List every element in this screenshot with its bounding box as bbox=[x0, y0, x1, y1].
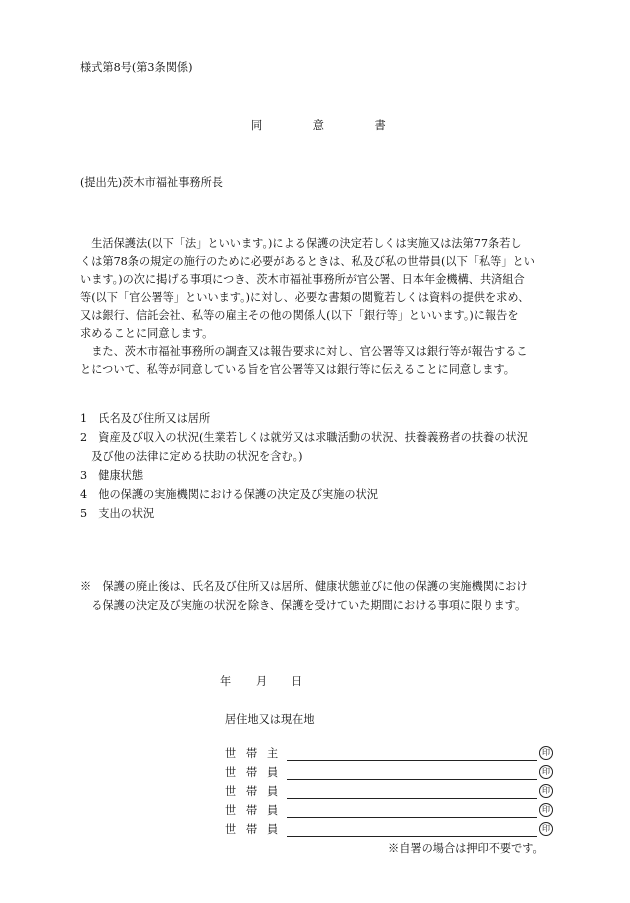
label-char: 帯 bbox=[246, 804, 258, 817]
signature-row-member bbox=[225, 764, 553, 782]
paragraph1-line: います。)の次に掲げる事項につき、茨木市福祉事務所が官公署、日本年金機構、共済組合 bbox=[80, 273, 525, 286]
signature-line[interactable] bbox=[287, 798, 537, 799]
note-line: ※ 保護の廃止後は、氏名及び住所又は居所、健康状態並びに他の保護の実施機関におけ bbox=[80, 580, 528, 593]
list-item: 4 他の保護の実施機関における保護の決定及び実施の状況 bbox=[80, 488, 378, 501]
title-char-3: 書 bbox=[374, 119, 386, 132]
label-char: 世 bbox=[225, 785, 237, 798]
signature-line[interactable] bbox=[287, 836, 537, 837]
signature-label bbox=[225, 821, 288, 837]
label-char: 帯 bbox=[246, 785, 258, 798]
title-char-2: 意 bbox=[312, 119, 324, 132]
label-char: 世 bbox=[225, 823, 237, 836]
label-char: 員 bbox=[267, 785, 279, 798]
signature-label bbox=[225, 745, 288, 761]
signature-label bbox=[225, 764, 288, 780]
signature-line[interactable] bbox=[287, 760, 537, 761]
paragraph1-line: 又は銀行、信託会社、私等の雇主その他の関係人(以下「銀行等」といいます。)に報告を bbox=[80, 309, 519, 322]
paragraph2-line: また、茨木市福祉事務所の調査又は報告要求に対し、官公署等又は銀行等が報告するこ bbox=[80, 345, 528, 358]
label-char: 世 bbox=[225, 747, 237, 760]
paragraph1-line: くは第78条の規定の施行のために必要があるときは、私及び私の世帯員(以下「私等」とい bbox=[80, 255, 535, 268]
seal-mark-icon: 印 bbox=[539, 803, 553, 817]
seal-mark-icon: 印 bbox=[539, 746, 553, 760]
label-char: 主 bbox=[267, 747, 279, 760]
note-line: る保護の決定及び実施の状況を除き、保護を受けていた期間における事項に限ります。 bbox=[80, 599, 527, 612]
signature-row-member bbox=[225, 821, 553, 839]
label-char: 帯 bbox=[246, 747, 258, 760]
seal-mark-icon: 印 bbox=[539, 822, 553, 836]
date-day-label: 日 bbox=[291, 675, 303, 688]
date-month-label: 月 bbox=[256, 675, 268, 688]
form-number: 様式第8号(第3条関係) bbox=[80, 61, 193, 74]
list-item: 及び他の法律に定める扶助の状況を含む。) bbox=[80, 450, 303, 463]
label-char: 員 bbox=[267, 766, 279, 779]
label-char: 帯 bbox=[246, 766, 258, 779]
label-char: 世 bbox=[225, 766, 237, 779]
signature-row-head bbox=[225, 745, 553, 763]
signature-label bbox=[225, 783, 288, 799]
signature-row-member bbox=[225, 802, 553, 820]
recipient: (提出先)茨木市福祉事務所長 bbox=[80, 176, 223, 189]
label-char: 員 bbox=[267, 823, 279, 836]
signature-line[interactable] bbox=[287, 779, 537, 780]
list-item: 2 資産及び収入の状況(生業若しくは就労又は求職活動の状況、扶養義務者の扶養の状況 bbox=[80, 431, 528, 444]
list-item: 3 健康状態 bbox=[80, 469, 144, 482]
signature-label bbox=[225, 802, 288, 818]
list-item: 1 氏名及び住所又は居所 bbox=[80, 412, 211, 425]
signature-line[interactable] bbox=[287, 817, 537, 818]
address-label: 居住地又は現在地 bbox=[225, 713, 315, 726]
list-item: 5 支出の状況 bbox=[80, 507, 155, 520]
paragraph1-line: 等(以下「官公署等」といいます。)に対し、必要な書類の閲覧若しくは資料の提供を求め、 bbox=[80, 291, 530, 304]
label-char: 員 bbox=[267, 804, 279, 817]
paragraph2-line: とについて、私等が同意している旨を官公署等又は銀行等に伝えることに同意します。 bbox=[80, 363, 515, 376]
seal-mark-icon: 印 bbox=[539, 784, 553, 798]
document-title bbox=[251, 117, 386, 133]
paragraph1-line: 求めることに同意します。 bbox=[80, 327, 214, 340]
title-char-1: 同 bbox=[251, 119, 263, 132]
paragraph1-line: 生活保護法(以下「法」といいます。)による保護の決定若しくは実施又は法第77条若し bbox=[80, 237, 522, 250]
seal-mark-icon: 印 bbox=[539, 765, 553, 779]
label-char: 帯 bbox=[246, 823, 258, 836]
signature-row-member bbox=[225, 783, 553, 801]
footer-note: ※自署の場合は押印不要です。 bbox=[388, 842, 544, 855]
date-year-label: 年 bbox=[220, 675, 232, 688]
label-char: 世 bbox=[225, 804, 237, 817]
